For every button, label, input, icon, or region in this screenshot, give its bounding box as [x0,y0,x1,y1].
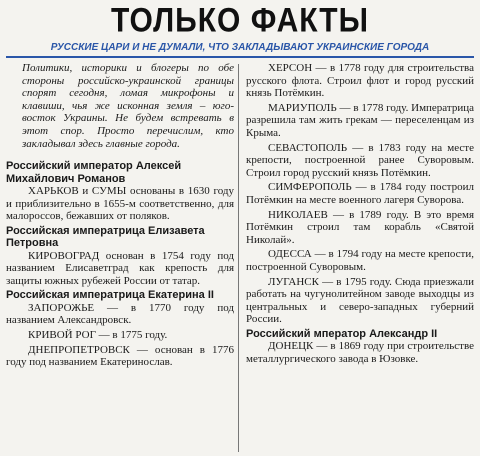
city-entry: СЕВАСТОПОЛЬ — в 1783 году на месте крепости, построенной ранее Суворовым. Строил город русский князь Потёмкин. [246,141,474,179]
ruler-heading: Российская императрица Екатерина II [6,289,214,302]
left-column [6,62,234,371]
article-title: ТОЛЬКО ФАКТЫ [110,1,370,40]
city-entry: ДНЕПРОПЕТРОВСК — основан в 1776 году под названием Екатеринослав. [6,343,234,369]
city-entry: КИРОВОГРАД основан в 1754 году под названием Елисаветград как крепость для защиты южных рубежей России от татар. [6,249,234,287]
city-entry: ХАРЬКОВ и СУМЫ основаны в 1630 году и приблизительно в 1655-м соответственно, для малороссов, бежавших от поляков. [6,184,234,223]
ruler-heading: Российская императрица Елизавета Петровна [6,224,205,250]
city-entry: ДОНЕЦК — в 1869 году при строительстве металлургического завода в Юзовке. [246,340,474,365]
city-entry: ХЕРСОН — в 1778 году для строительства русского флота. Строил флот и город русский князь Потёмкин. [246,62,474,100]
ruler-heading: Российский мператор Александр II [246,327,438,340]
right-column [246,62,474,367]
city-entry: НИКОЛАЕВ — в 1789 году. В это время Потёмкин строил там корабль «Святой Николай». [246,208,474,246]
city-entry: ЗАПОРОЖЬЕ — в 1770 году под названием Александровск. [6,301,234,327]
ruler-heading: Российский император Алексей Михайлович Романов [6,160,182,185]
article-subtitle: РУССКИЕ ЦАРИ И НЕ ДУМАЛИ, ЧТО ЗАКЛАДЫВАЮТ УКРАИНСКИЕ ГОРОДА [6,42,474,58]
column-divider [238,64,239,452]
city-entry: КРИВОЙ РОГ — в 1775 году. [28,328,168,341]
city-entry: МАРИУПОЛЬ — в 1778 году. Императрица разрешила там жить грекам — переселенцам из Крыма. [246,101,474,139]
city-entry: ОДЕССА — в 1794 году на месте крепости, построенной Суворовым. [246,248,474,273]
intro-paragraph: Политики, историки и блогеры по обе стороны российско-украинской границы спорят сегодня, ломая микрофоны и клавиши, чья же исконная земля – юго-восток Украины. Не будем встревать в этот спор. Просто перечислим, кто закладывал здесь главные города. [22,62,234,150]
city-entry: ЛУГАНСК — в 1795 году. Сюда приезжали работать на чугунолитейном заводе выходцы из центральных и северо-западных губерний России. [246,275,474,326]
city-entry: СИМФЕРОПОЛЬ — в 1784 году построил Потёмкин на месте военного лагеря Суворова. [246,181,474,206]
